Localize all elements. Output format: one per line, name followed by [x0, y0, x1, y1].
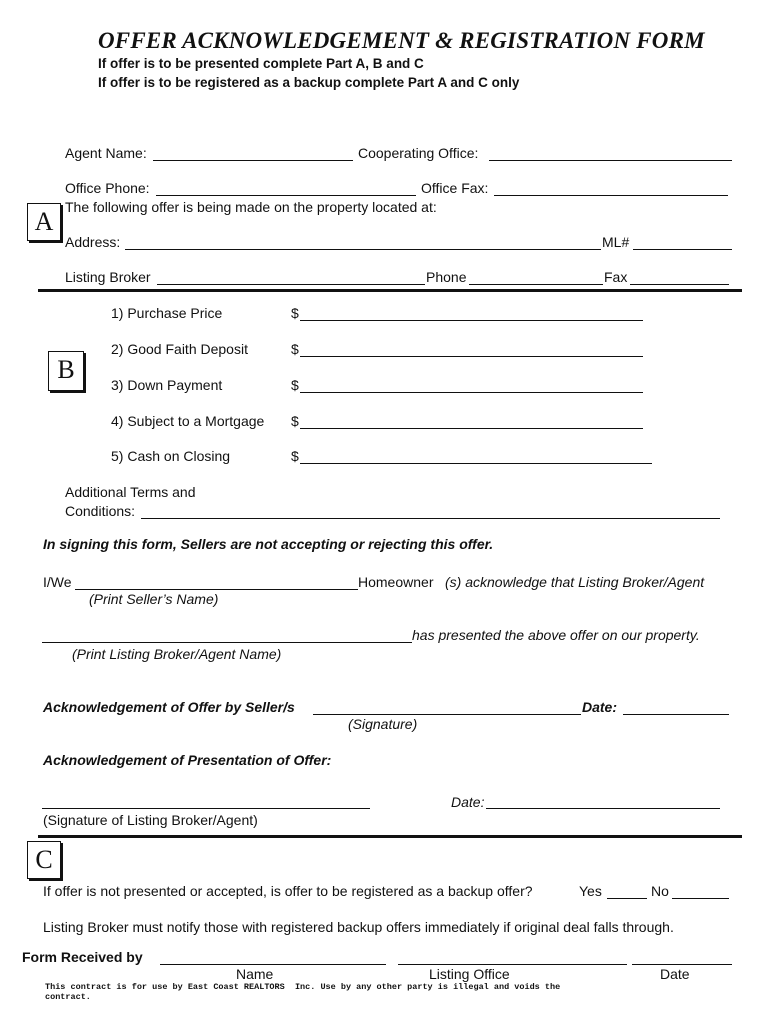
office-fax-field[interactable] [494, 195, 728, 196]
cash-on-closing-field[interactable] [300, 463, 652, 464]
seller-date-field[interactable] [623, 714, 729, 715]
subject-to-mortgage-field[interactable] [300, 428, 643, 429]
address-label: Address: [65, 234, 121, 250]
section-b-marker: B [48, 351, 84, 391]
ack-presentation-label: Acknowledgement of Presentation of Offer: [43, 752, 332, 768]
office-fax-label: Office Fax: [421, 180, 489, 196]
ml-label: ML# [602, 234, 630, 250]
footer-disclaimer-line-1: This contract is for use by East Coast REALTORS Inc. Use by any other party is illegal and voids the [45, 982, 561, 992]
received-office-field[interactable] [398, 964, 627, 965]
dollar-sign: $ [291, 413, 299, 429]
section-a-marker: A [27, 203, 61, 241]
print-broker-name-caption: (Print Listing Broker/Agent Name) [72, 646, 282, 662]
ml-number-field[interactable] [633, 249, 732, 250]
date-label: Date: [451, 794, 485, 810]
agent-name-field[interactable] [153, 160, 353, 161]
no-label: No [651, 883, 669, 899]
down-payment-field[interactable] [300, 392, 643, 393]
good-faith-deposit-label: 2) Good Faith Deposit [111, 341, 248, 357]
phone-label: Phone [426, 269, 467, 285]
signature-caption: (Signature) [348, 716, 418, 732]
backup-question: If offer is not presented or accepted, is offer to be registered as a backup offer? [43, 883, 533, 899]
form-title: OFFER ACKNOWLEDGEMENT & REGISTRATION FORM [98, 28, 705, 53]
purchase-price-field[interactable] [300, 320, 643, 321]
section-divider-a-b [38, 289, 742, 292]
office-phone-field[interactable] [156, 195, 416, 196]
office-phone-label: Office Phone: [65, 180, 150, 196]
received-date-field[interactable] [632, 964, 732, 965]
iwe-label: I/We [43, 574, 72, 590]
dollar-sign: $ [291, 305, 299, 321]
broker-signature-field[interactable] [42, 808, 370, 809]
print-seller-name-caption: (Print Seller’s Name) [89, 591, 219, 607]
good-faith-deposit-field[interactable] [300, 356, 643, 357]
purchase-price-label: 1) Purchase Price [111, 305, 223, 321]
acknowledge-text: (s) acknowledge that Listing Broker/Agent [445, 574, 705, 590]
address-field[interactable] [125, 249, 601, 250]
property-statement: The following offer is being made on the property located at: [65, 199, 437, 215]
broker-name-field[interactable] [42, 642, 412, 643]
ack-offer-label: Acknowledgement of Offer by Seller/s [43, 699, 295, 715]
seller-name-field[interactable] [75, 589, 358, 590]
dollar-sign: $ [291, 341, 299, 357]
form-received-label: Form Received by [22, 949, 143, 965]
footer-disclaimer-line-2: contract. [45, 992, 91, 1002]
phone-field[interactable] [469, 284, 603, 285]
date-label-bold: Date: [582, 699, 618, 715]
seller-signature-field[interactable] [313, 714, 581, 715]
received-name-field[interactable] [160, 964, 386, 965]
fax-field[interactable] [630, 284, 729, 285]
presented-text: has presented the above offer on our property. [412, 627, 700, 643]
listing-broker-label: Listing Broker [65, 269, 151, 285]
section-c-marker: C [27, 841, 61, 879]
yes-label: Yes [579, 883, 602, 899]
column-listing-office-label: Listing Office [429, 966, 510, 982]
dollar-sign: $ [291, 448, 299, 464]
no-field[interactable] [672, 898, 729, 899]
notify-text: Listing Broker must notify those with registered backup offers immediately if original deal falls through. [43, 919, 674, 935]
signing-note: In signing this form, Sellers are not accepting or rejecting this offer. [43, 536, 494, 552]
cooperating-office-label: Cooperating Office: [358, 145, 479, 161]
fax-label: Fax [604, 269, 628, 285]
cooperating-office-field[interactable] [489, 160, 732, 161]
cash-on-closing-label: 5) Cash on Closing [111, 448, 231, 464]
column-date-label: Date [660, 966, 690, 982]
broker-date-field[interactable] [486, 808, 720, 809]
dollar-sign: $ [291, 377, 299, 393]
section-divider-b-c [38, 835, 742, 838]
conditions-label: Conditions: [65, 503, 136, 519]
homeowner-label: Homeowner [358, 574, 434, 590]
subtitle-presented: If offer is to be presented complete Part A, B and C [98, 56, 424, 71]
subject-to-mortgage-label: 4) Subject to a Mortgage [111, 413, 265, 429]
additional-terms-label: Additional Terms and [65, 484, 196, 500]
column-name-label: Name [236, 966, 274, 982]
agent-name-label: Agent Name: [65, 145, 147, 161]
yes-field[interactable] [607, 898, 647, 899]
down-payment-label: 3) Down Payment [111, 377, 223, 393]
listing-broker-field[interactable] [157, 284, 425, 285]
subtitle-backup: If offer is to be registered as a backup complete Part A and C only [98, 75, 520, 90]
broker-signature-caption: (Signature of Listing Broker/Agent) [43, 812, 258, 828]
additional-terms-field[interactable] [141, 518, 720, 519]
